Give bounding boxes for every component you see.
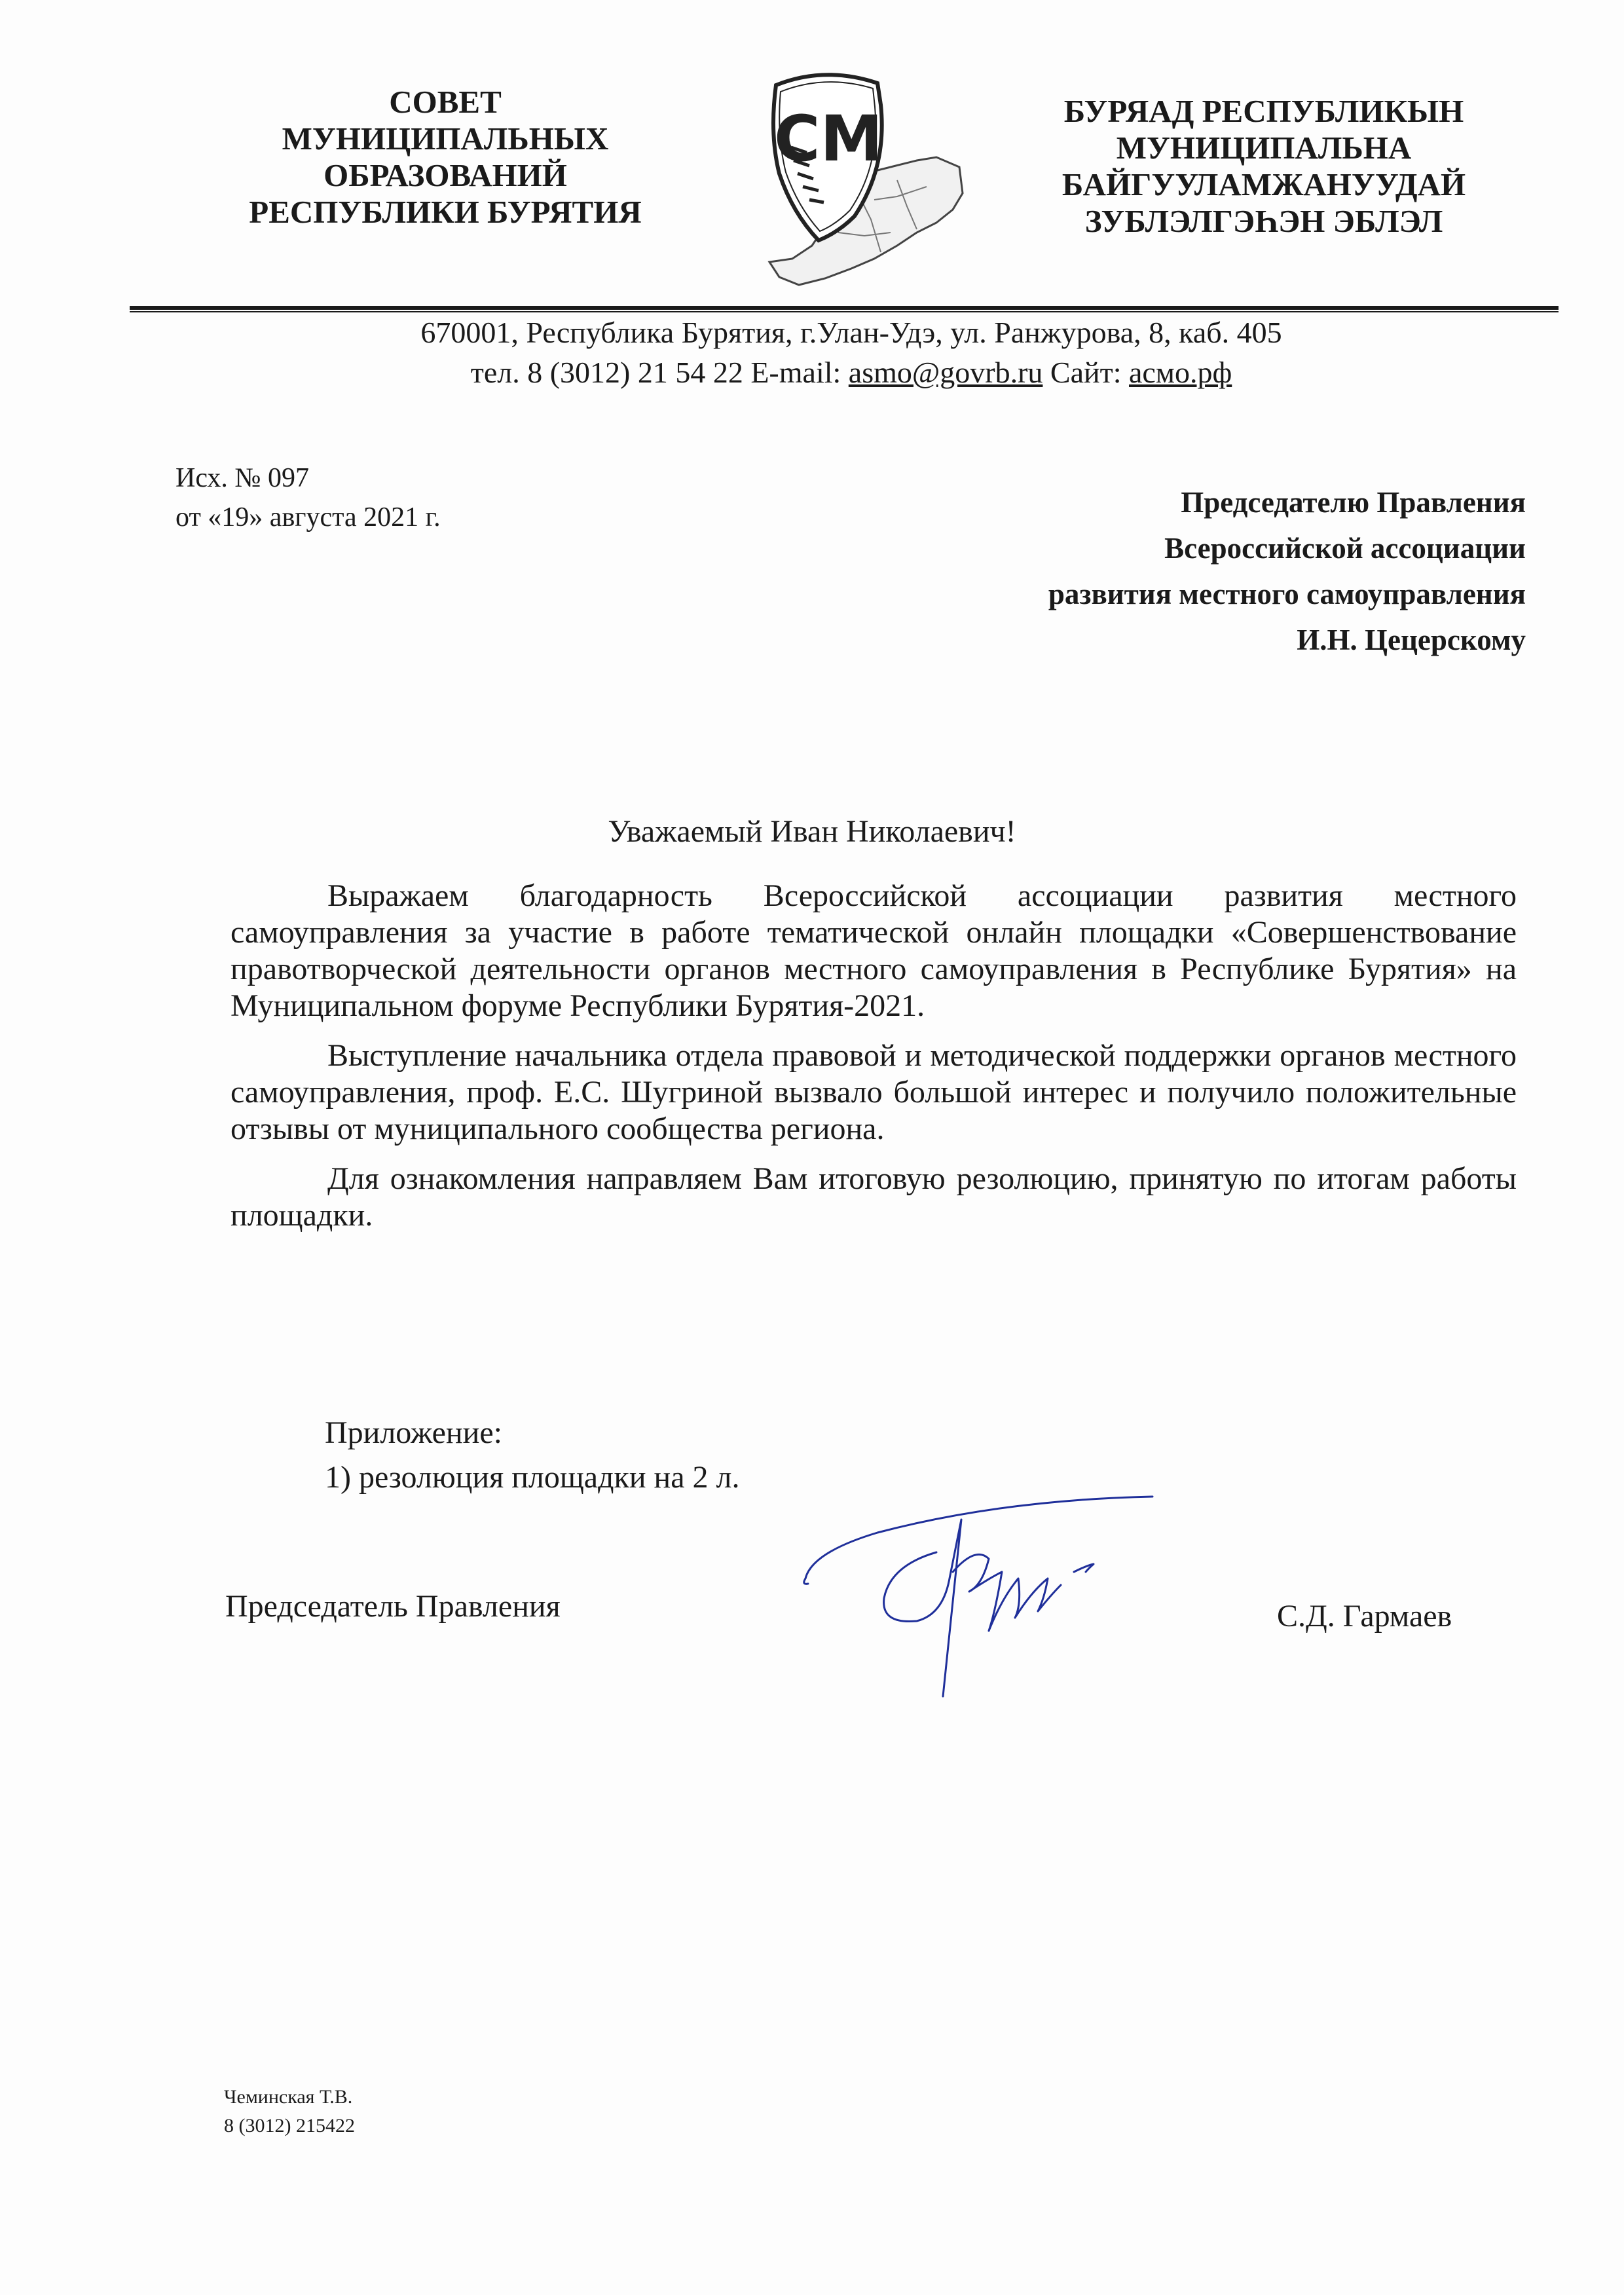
outgoing-reference <box>175 458 441 537</box>
body-paragraph: Для ознакомления направляем Вам итоговую резолюцию, принятую по итогам работы площадки. <box>231 1161 1517 1233</box>
council-logo-icon <box>740 69 976 298</box>
header-right-line: ЗУБЛЭЛГЭҺЭН ЭБЛЭЛ <box>1084 203 1443 239</box>
signer-name: С.Д. Гармаев <box>1277 1599 1452 1633</box>
contact-phone: тел. 8 (3012) 21 54 22 E-mail: <box>470 356 849 389</box>
executor-info <box>224 2083 355 2140</box>
addressee-block <box>674 479 1526 663</box>
header-left-line: СОВЕТ <box>389 84 502 120</box>
appendix-item: 1) резолюция площадки на 2 л. <box>325 1460 740 1495</box>
appendix <box>325 1411 739 1500</box>
appendix-title: Приложение: <box>325 1415 502 1450</box>
header-org-name-ru <box>216 84 674 231</box>
outgoing-date: от «19» августа 2021 г. <box>175 502 441 532</box>
addressee-line: Всероссийской ассоциации <box>1164 532 1526 565</box>
addressee-line: развития местного самоуправления <box>1048 578 1526 610</box>
salutation: Уважаемый Иван Николаевич! <box>608 814 1016 849</box>
signer-position: Председатель Правления <box>225 1589 561 1624</box>
addressee-line: И.Н. Цецерскому <box>1297 624 1526 656</box>
header-left-line: РЕСПУБЛИКИ БУРЯТИЯ <box>249 194 642 230</box>
header-org-name-bua <box>1002 93 1526 240</box>
header-right-line: БУРЯАД РЕСПУБЛИКЫН <box>1063 93 1464 129</box>
header-left-line: МУНИЦИПАЛЬНЫХ <box>282 121 609 157</box>
executor-name: Чеминская Т.В. <box>224 2086 353 2108</box>
contact-line <box>262 354 1441 391</box>
executor-phone: 8 (3012) 215422 <box>224 2115 355 2136</box>
site-label: Сайт: <box>1043 356 1130 389</box>
site-link[interactable]: асмо.рф <box>1129 356 1232 389</box>
body-paragraph: Выражаем благодарность Всероссийской ассоциации развития местного самоуправления за участие в работе тематической онлайн площадки «Совершенствование правотворческой деятельности органов местного самоуправления в Республике Бурятия» на Муниципальном форуме Республики Бурятия-2021. <box>231 878 1517 1023</box>
header-left-line: ОБРАЗОВАНИЙ <box>323 157 567 193</box>
letter-body <box>231 878 1517 1234</box>
contact-address: 670001, Республика Бурятия, г.Улан-Удэ, ул. Ранжурова, 8, каб. 405 <box>420 316 1282 349</box>
email-link[interactable]: asmo@govrb.ru <box>848 356 1043 389</box>
header-right-line: МУНИЦИПАЛЬНА <box>1116 130 1412 166</box>
header-divider <box>130 306 1559 312</box>
logo-letters: СМ <box>774 102 883 176</box>
outgoing-number: Исх. № 097 <box>175 463 309 493</box>
addressee-line: Председателю Правления <box>1181 486 1526 519</box>
handwritten-signature <box>786 1480 1192 1716</box>
body-paragraph: Выступление начальника отдела правовой и методической поддержки органов местного самоуправления, проф. Е.С. Шугриной вызвало большой интерес и получило положительные отзывы от муниципального сообщества региона. <box>231 1038 1517 1146</box>
header-right-line: БАЙГУУЛАМЖАНУУДАЙ <box>1061 166 1466 202</box>
